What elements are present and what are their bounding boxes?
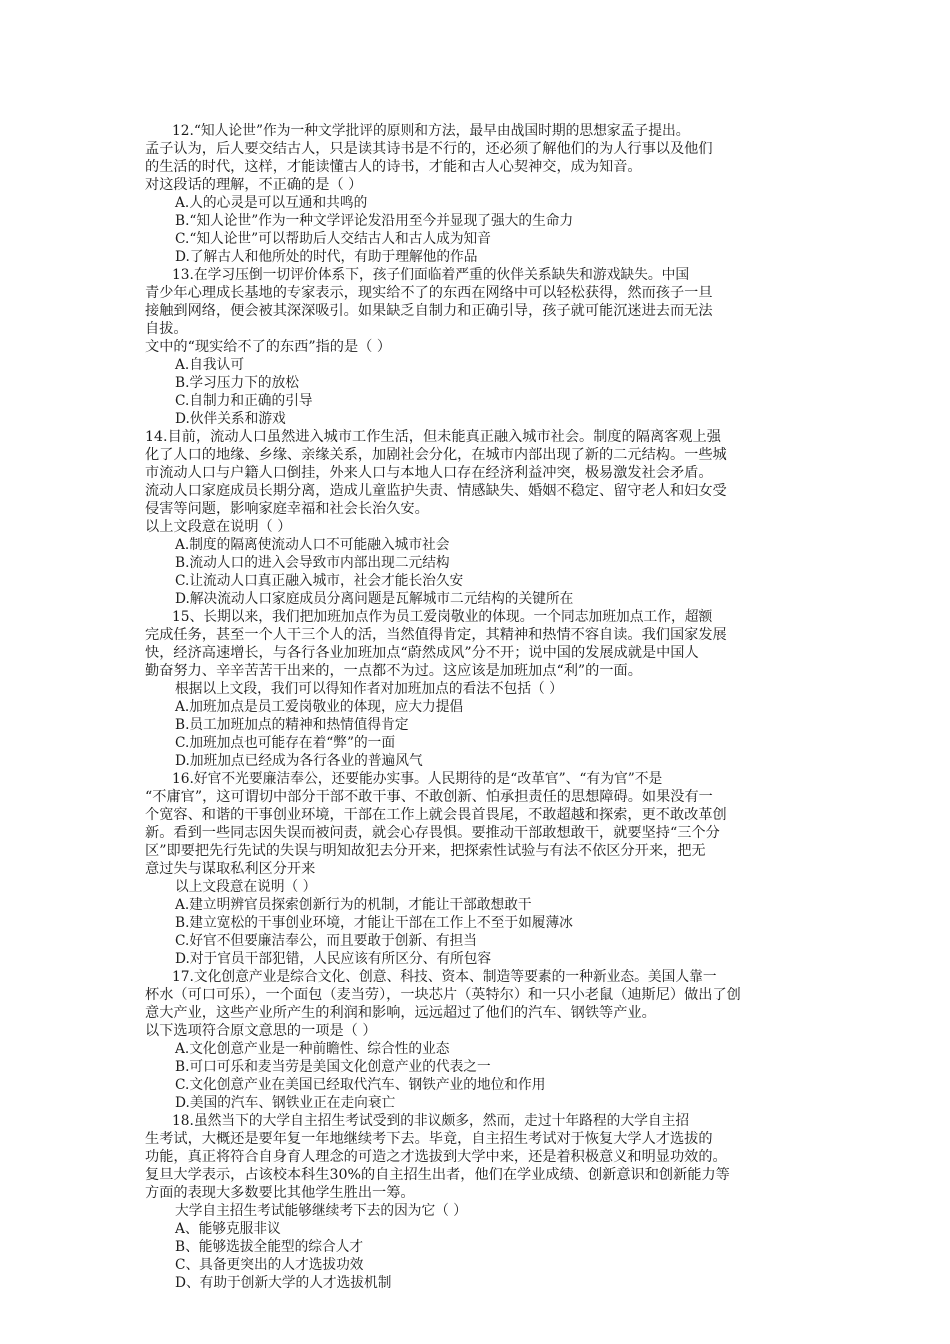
- q13-stem-line-4: 自拔。: [145, 321, 188, 337]
- q18-stem-line-3: 功能，真正将符合自身育人理念的可造之才选拔到大学中来，还是着积极意义和明显功效的。: [145, 1149, 727, 1165]
- q14-stem-line-3: 市流动人口与户籍人口倒挂，外来人口与本地人口存在经济利益冲突，极易激发社会矛盾。: [145, 465, 713, 481]
- q14-stem-line-4: 流动人口家庭成员长期分离，造成儿童监护失责、情感缺失、婚姻不稳定、留守老人和妇女受: [145, 483, 727, 499]
- q17-option-d: D.美国的汽车、钢铁业正在走向衰亡: [175, 1095, 396, 1111]
- q12-option-a: A.人的心灵是可以互通和共鸣的: [175, 195, 368, 211]
- q14-option-a: A.制度的隔离使流动人口不可能融入城市社会: [175, 537, 450, 553]
- q15-stem-line-3: 快，经济高速增长，与各行各业加班加点“蔚然成风”分不开；说中国的发展成就是中国人: [145, 645, 699, 661]
- q12-stem-line-2: 孟子认为，后人要交结古人，只是读其诗书是不行的，还必须了解他们的为人行事以及他们: [145, 141, 713, 157]
- q14-option-d: D.解决流动人口家庭成员分离问题是瓦解城市二元结构的关键所在: [175, 591, 574, 607]
- q15-prompt: 根据以上文段，我们可以得知作者对加班加点的看法不包括（ ）: [175, 681, 563, 697]
- q13-stem-line-3: 接触到网络，便会被其深深吸引。如果缺乏自制力和正确引导，孩子就可能沉迷进去而无法: [145, 303, 713, 319]
- q14-stem-line-1: 14.目前，流动人口虽然进入城市工作生活，但未能真正融入城市社会。制度的隔离客观上强: [145, 429, 721, 445]
- q15-option-b: B.员工加班加点的精神和热情值得肯定: [175, 717, 409, 733]
- q16-stem-line-1: 16.好官不光要廉洁奉公，还要能办实事。人民期待的是“改革官”、“有为官”不是: [172, 771, 663, 787]
- q12-prompt: 对这段话的理解，不正确的是（ ）: [145, 177, 363, 193]
- q18-option-b: B、能够选拔全能型的综合人才: [175, 1239, 364, 1255]
- q15-stem-line-1: 15、长期以来，我们把加班加点作为员工爱岗敬业的体现。一个同志加班加点工作，超额: [172, 609, 713, 625]
- q12-option-b: B.“知人论世”作为一种文学评论发沿用至今并显现了强大的生命力: [175, 213, 574, 229]
- q14-stem-line-2: 化了人口的地缘、乡缘、亲缘关系，加剧社会分化，在城市内部出现了新的二元结构。一些城: [145, 447, 727, 463]
- q13-stem-line-2: 青少年心理成长基地的专家表示，现实给不了的东西在网络中可以轻松获得，然而孩子一旦: [145, 285, 713, 301]
- q13-option-a: A.自我认可: [175, 357, 245, 373]
- q16-stem-line-5: 区”即要把先行先试的失误与明知故犯去分开来，把探索性试验与有法不依区分开来，把无: [145, 843, 706, 859]
- q18-stem-line-4: 复旦大学表示，占该校本科生30%的自主招生出者，他们在学业成绩、创新意识和创新能力等: [145, 1167, 730, 1183]
- q17-prompt: 以下选项符合原文意思的一项是（ ）: [145, 1023, 377, 1039]
- q18-option-c: C、具备更突出的人才选拔功效: [175, 1257, 364, 1273]
- q13-option-c: C.自制力和正确的引导: [175, 393, 313, 409]
- q16-option-b: B.建立宽松的干事创业环境，才能让干部在工作上不至于如履薄冰: [175, 915, 573, 931]
- q15-stem-line-2: 完成任务，甚至一个人干三个人的活，当然值得肯定，其精神和热情不容自读。我们国家发展: [145, 627, 727, 643]
- q18-stem-line-5: 方面的表现大多数要比其他学生胜出一筹。: [145, 1185, 415, 1201]
- q17-stem-line-2: 杯水（可口可乐），一个面包（麦当劳），一块芯片（英特尔）和一只小老鼠（迪斯尼）做出了创: [145, 987, 741, 1003]
- q16-option-a: A.建立明辨官员探索创新行为的机制，才能让干部敢想敢干: [175, 897, 532, 913]
- q16-stem-line-2: “不庸官”，这可谓切中部分干部不敢干事、不敢创新、怕承担责任的思想障碍。如果没有一: [145, 789, 713, 805]
- q17-option-b: B.可口可乐和麦当劳是美国文化创意产业的代表之一: [175, 1059, 491, 1075]
- q12-stem-line-1: 12.“知人论世”作为一种文学批评的原则和方法，最早由战国时期的思想家孟子提出。: [172, 123, 690, 139]
- q16-stem-line-3: 个宽容、和谐的干事创业环境，干部在工作上就会畏首畏尾，不敢超越和探索，更不敢改革创: [145, 807, 727, 823]
- q15-option-a: A.加班加点是员工爱岗敬业的体现，应大力提倡: [175, 699, 464, 715]
- q18-option-d: D、有助于创新大学的人才选拔机制: [175, 1275, 392, 1291]
- q18-stem-line-2: 生考试，大概还是要年复一年地继续考下去。毕竟，自主招生考试对于恢复大学人才选拔的: [145, 1131, 713, 1147]
- q14-prompt: 以上文段意在说明（ ）: [145, 519, 292, 535]
- q12-option-d: D.了解古人和他所处的时代，有助于理解他的作品: [175, 249, 478, 265]
- q14-stem-line-5: 侵害等问题，影响家庭幸福和社会长治久安。: [145, 501, 429, 517]
- q16-prompt: 以上文段意在说明（ ）: [175, 879, 317, 895]
- q18-option-a: A、能够克服非议: [175, 1221, 281, 1237]
- q15-stem-line-4: 勤奋努力、辛辛苦苦干出来的，一点都不为过。这应该是加班加点“利”的一面。: [145, 663, 642, 679]
- q13-option-d: D.伙伴关系和游戏: [175, 411, 286, 427]
- q16-stem-line-4: 新。看到一些同志因失误而被问责，就会心存畏惧。要推动干部敢想敢干，就要坚持“三个分: [145, 825, 720, 841]
- q12-option-c: C.“知人论世”可以帮助后人交结古人和古人成为知音: [175, 231, 491, 247]
- q14-option-b: B.流动人口的进入会导致市内部出现二元结构: [175, 555, 450, 571]
- q17-stem-line-3: 意大产业，这些产业所产生的利润和影响，远远超过了他们的汽车、钢铁等产业。: [145, 1005, 656, 1021]
- q17-option-a: A.文化创意产业是一种前瞻性、综合性的业态: [175, 1041, 450, 1057]
- q13-prompt: 文中的“现实给不了的东西”指的是（ ）: [145, 339, 392, 355]
- q15-option-d: D.加班加点已经成为各行各业的普遍风气: [175, 753, 423, 769]
- q18-prompt: 大学自主招生考试能够继续考下去的因为它（ ）: [175, 1203, 467, 1219]
- q12-stem-line-3: 的生活的时代，这样，才能读懂古人的诗书，才能和古人心契神交，成为知音。: [145, 159, 642, 175]
- q15-option-c: C.加班加点也可能存在着“弊”的一面: [175, 735, 396, 751]
- q16-option-d: D.对于官员干部犯错，人民应该有所区分、有所包容: [175, 951, 492, 967]
- q13-option-b: B.学习压力下的放松: [175, 375, 299, 391]
- q16-stem-line-6: 意过失与谋取私利区分开来: [145, 861, 316, 877]
- q16-option-c: C.好官不但要廉洁奉公，而且要敢于创新、有担当: [175, 933, 477, 949]
- q18-stem-line-1: 18.虽然当下的大学自主招生考试受到的非议颇多，然而，走过十年路程的大学自主招: [172, 1113, 690, 1129]
- q13-stem-line-1: 13.在学习压倒一切评价体系下，孩子们面临着严重的伙伴关系缺失和游戏缺失。中国: [172, 267, 690, 283]
- q17-stem-line-1: 17.文化创意产业是综合文化、创意、科技、资本、制造等要素的一种新业态。美国人靠一: [172, 969, 717, 985]
- q17-option-c: C.文化创意产业在美国已经取代汽车、钢铁产业的地位和作用: [175, 1077, 546, 1093]
- q14-option-c: C.让流动人口真正融入城市，社会才能长治久安: [175, 573, 464, 589]
